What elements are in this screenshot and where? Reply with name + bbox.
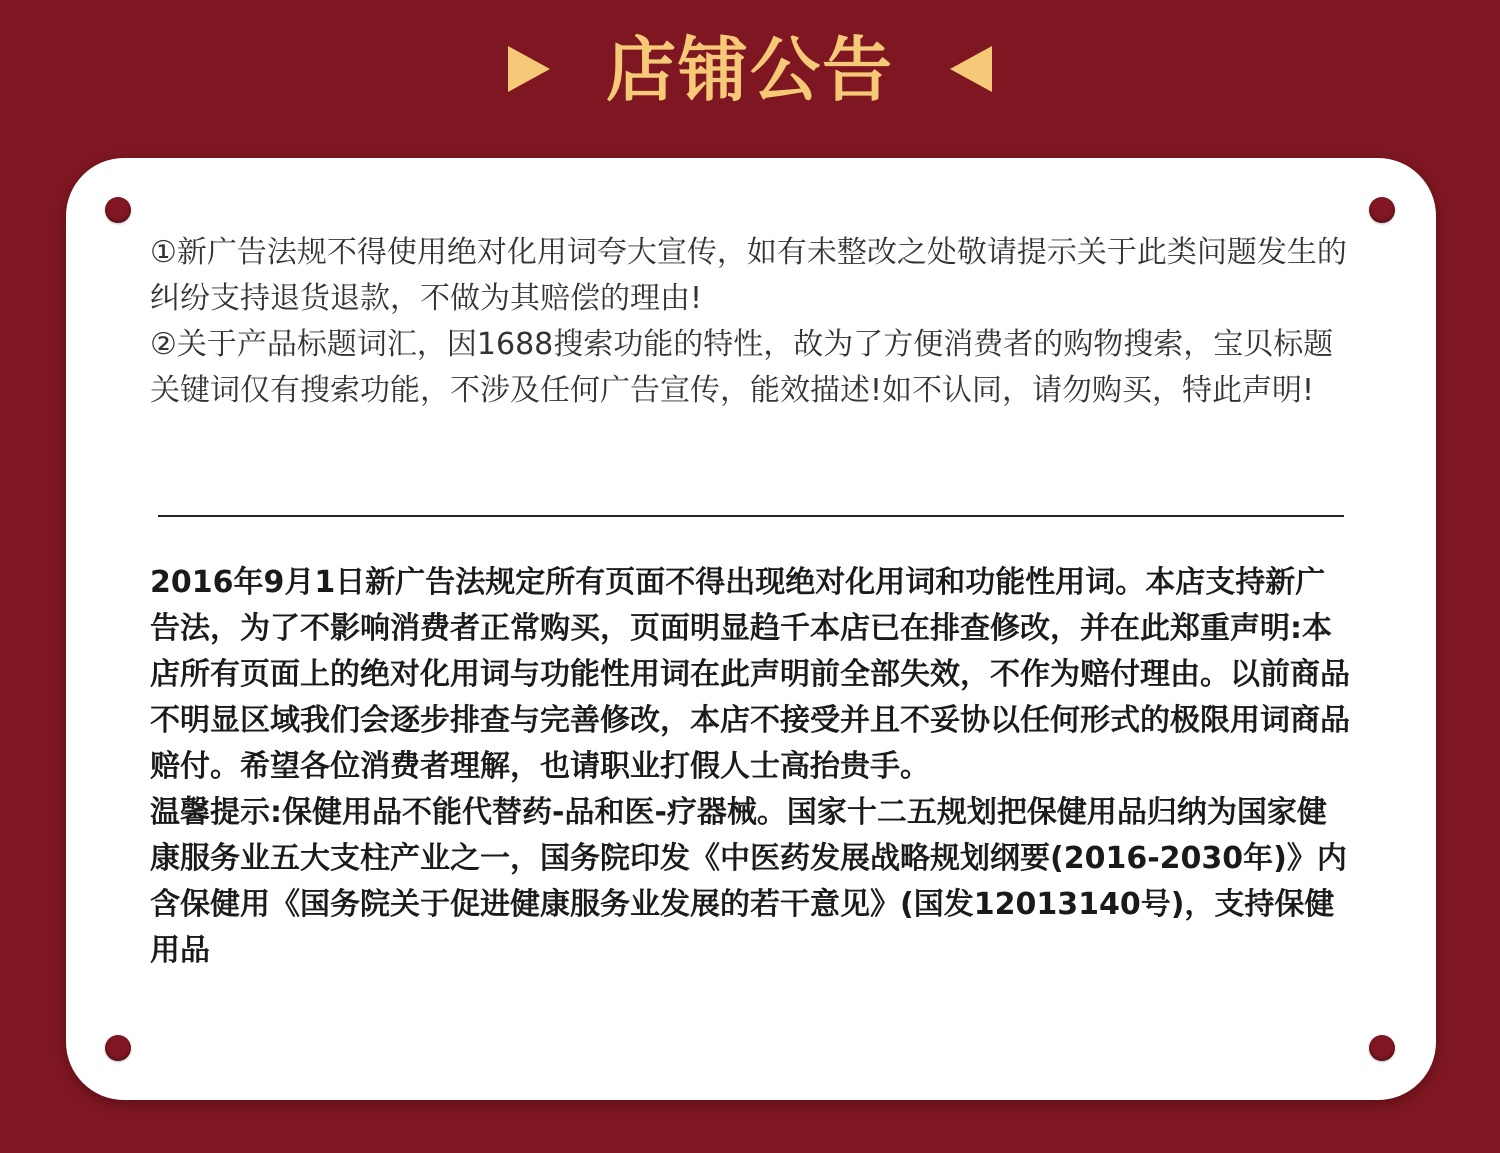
pin-dot-icon	[1369, 1035, 1395, 1061]
pin-dot-icon	[105, 1035, 131, 1061]
announcement-card	[66, 158, 1436, 1100]
notice-item-1: ①新广告法规不得使用绝对化用词夸大宣传，如有未整改之处敬请提示关于此类问题发生的纠纷支持退货退款，不做为其赔偿的理由!	[150, 235, 1347, 316]
pin-dot-icon	[105, 197, 131, 223]
header-banner	[0, 0, 1500, 145]
page-title: 店铺公告	[606, 29, 894, 111]
statement-paragraph-health-tip: 温馨提示:保健用品不能代替药-品和医-疗器械。国家十二五规划把保健用品归纳为国家健康服务业五大支柱产业之一，国务院印发《中医药发展战略规划纲要(2016-2030年)》内含保健用《国务院关于促进健康服务业发展的若干意见》(国发12013140号)，支持保健用品	[150, 795, 1347, 968]
statement-paragraph-advertising-law: 2016年9月1日新广告法规定所有页面不得出现绝对化用词和功能性用词。本店支持新广告法，为了不影响消费者正常购买，页面明显趋千本店已在排查修改，并在此郑重声明:本店所有页面上的绝对化用词与功能性用词在此声明前全部失效，不作为赔付理由。以前商品不明显区域我们会逐步排查与完善修改，本店不接受并且不妥协以任何形式的极限用词商品赔付。希望各位消费者理解，也请职业打假人士高抬贵手。	[150, 565, 1350, 784]
statement-section	[150, 560, 1350, 974]
notice-list	[150, 230, 1350, 414]
divider-line	[158, 515, 1344, 517]
notice-item-2: ②关于产品标题词汇，因1688搜索功能的特性，故为了方便消费者的购物搜索，宝贝标题关键词仅有搜索功能，不涉及任何广告宣传，能效描述!如不认同，请勿购买，特此声明!	[150, 327, 1334, 408]
pin-dot-icon	[1369, 197, 1395, 223]
triangle-left-icon	[950, 46, 992, 92]
